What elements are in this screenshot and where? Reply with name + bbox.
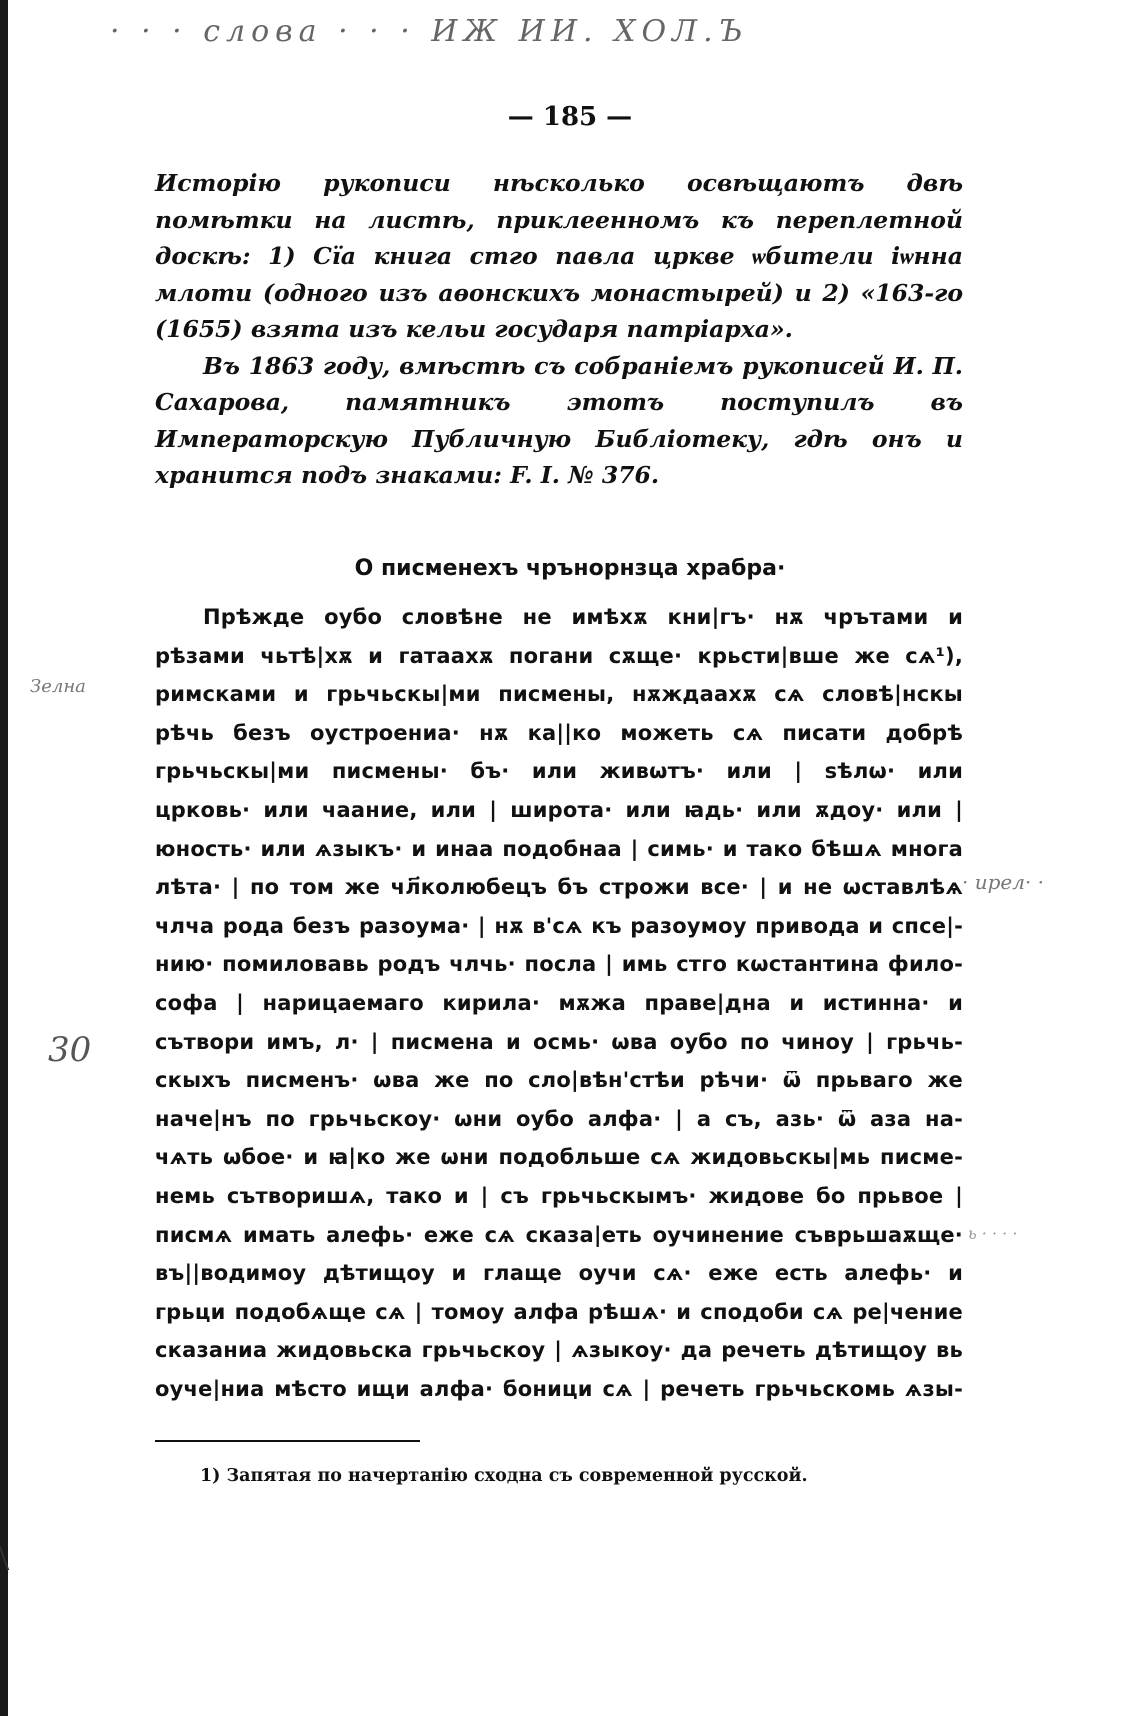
text-line: рѣчь безъ оустроениа· нѫ ка||ко можеть сѧ писати добрѣ bbox=[155, 720, 963, 745]
text-line: софа | нарицаемаго кирила· мѫжа праве|дна и истинна· и bbox=[155, 990, 963, 1015]
section-title: О писменехъ чрънорнзца храбра· bbox=[354, 556, 786, 581]
margin-note-right-lower: ь · · · · bbox=[968, 1224, 1018, 1243]
text-line: юность· или ѧзыкъ· и инаа подобнаа | симь· и тако бѣшѧ многа bbox=[155, 836, 963, 861]
text-line: скыхъ писменъ· ѡва же по сло|вѣн'стѣи рѣчи· ѿ прьваго же bbox=[155, 1068, 963, 1093]
margin-note-left-lower: 30 bbox=[48, 1030, 92, 1070]
text-line: црковь· или чаание, или | широта· или ꙗдь· или ѫдоу· или | bbox=[155, 797, 963, 822]
handwritten-annotation-top: · · · слова · · · ИЖ ИИ. ХОЛ.Ъ bbox=[110, 14, 749, 49]
text-line: Прѣжде оубо словѣне не имѣхѫ кни|гъ· нѫ чрътами и bbox=[203, 605, 963, 629]
text-line: чѧть ѡбое· и ꙗ|ко же ѡни подобльше сѧ жидовьскы|мь писме- bbox=[155, 1145, 963, 1170]
text-line: немь сътворишѧ, тако и | съ грьчьскымъ· жидове бо прьвое | bbox=[155, 1183, 963, 1208]
footnote-rule bbox=[155, 1440, 420, 1442]
margin-note-left-upper: Зелна bbox=[30, 676, 86, 697]
old-slavonic-text bbox=[155, 598, 963, 1408]
text-line: въ||водимоу дѣтищоу и глаще оучи сѧ· еже есть алефь· и bbox=[155, 1261, 963, 1286]
text-line: оучe|ниа мѣсто ищи алфа· боници сѧ | речеть грьчьскомь ѧзы- bbox=[155, 1376, 963, 1401]
text-line: наче|нъ по грьчьскоу· ѡни оубо алфа· | а съ, азь· ѿ аза на- bbox=[155, 1106, 963, 1131]
text-line: писмѧ имать алефь· еже сѧ сказа|еть оучинение съврьшаѫще· bbox=[155, 1222, 963, 1247]
text-line: римсками и грьчьскы|ми писмены, нѫждаахѫ сѧ словѣ|нскы bbox=[155, 682, 963, 707]
text-line: рѣзами чьтѣ|хѫ и гатаахѫ погани сѫще· крьсти|вше же сѧ¹), bbox=[155, 643, 963, 668]
text-line: грьчьскы|ми писмены· бъ· или живѡтъ· или | ѕѣлѡ· или bbox=[155, 759, 963, 784]
footnote: 1) Запятая по начертанію сходна съ современной русской. bbox=[200, 1466, 808, 1486]
scan-edge bbox=[0, 0, 8, 1716]
intro-text bbox=[155, 165, 963, 494]
margin-note-right-middle: · ирел· · bbox=[962, 870, 1045, 894]
intro-paragraph-2: Въ 1863 году, вмѣстѣ съ собраніемъ рукописей И. П. Сахарова, памятникъ этотъ поступилъ въ Императорскую Публичную Библіотеку, гдѣ онъ и хранится подъ знаками: F. I. № 376. bbox=[155, 351, 963, 489]
page-number: — 185 — bbox=[507, 102, 633, 132]
text-line: члчa рода безъ разоума· | нѫ в'сѧ къ разоумоу привода и спсе|- bbox=[155, 913, 963, 938]
text-line: нию· помиловавь родъ члчь· посла | имь стго кѡстантина фило- bbox=[155, 952, 963, 977]
text-line: сказаниа жидовьска грьчьскоу | ѧзыкоу· да речеть дѣтищоу вь bbox=[155, 1338, 963, 1363]
text-line: сътвори имъ, л· | писмена и осмь· ѡва оубо по чиноу | грьчь- bbox=[155, 1029, 963, 1054]
text-line: лѣта· | по том же чл҃колюбецъ бъ строжи все· | и не ѡставлѣѧ bbox=[155, 875, 963, 900]
text-line: грьци подобѧще сѧ | томоу алфа рѣшѧ· и сподоби сѧ ре|чение bbox=[155, 1299, 963, 1324]
intro-paragraph-1: Исторію рукописи нѣсколько освѣщаютъ двѣ помѣтки на листѣ, приклеенномъ къ переплетной доскѣ: 1) Сїа книга стго павла цркве ѡбители іѡнна млоти (одного изъ аѳонскихъ монастырей) и 2) «163-го (1655) взята изъ кельи государя патріарха». bbox=[155, 169, 963, 343]
